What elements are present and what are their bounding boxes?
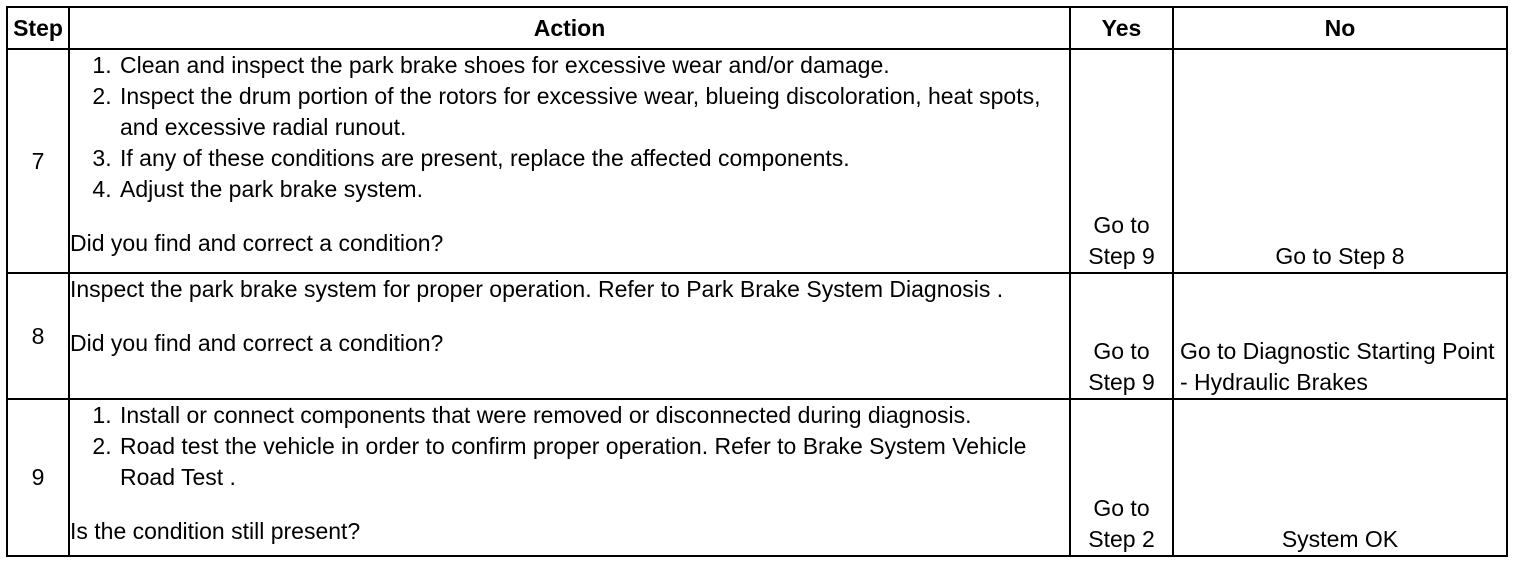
yes-cell: Go to Step 9 <box>1070 273 1173 399</box>
table-row-step-9 <box>7 399 1507 556</box>
no-cell: Go to Diagnostic Starting Point - Hydraulic Brakes <box>1173 273 1507 399</box>
table-row-step-8 <box>7 273 1507 399</box>
header-step: Step <box>7 7 69 49</box>
action-question: Is the condition still present? <box>70 518 361 544</box>
step-number: 9 <box>7 399 69 556</box>
header-no: No <box>1173 7 1507 49</box>
yes-cell: Go to Step 9 <box>1070 49 1173 273</box>
action-question: Did you find and correct a condition? <box>70 330 444 356</box>
action-item: 1. Install or connect components that were removed or disconnected during diagnosis. <box>118 400 1069 431</box>
header-yes: Yes <box>1070 7 1173 49</box>
no-cell: System OK <box>1173 399 1507 556</box>
action-item: 3. If any of these conditions are present, replace the affected components. <box>118 143 1069 174</box>
action-item: 2. Road test the vehicle in order to confirm proper operation. Refer to Brake System Vehicle Road Test . <box>118 431 1069 493</box>
action-text: Inspect the park brake system for proper operation. Refer to Park Brake System Diagnosis . <box>70 276 1004 302</box>
action-question: Did you find and correct a condition? <box>70 230 444 256</box>
action-list <box>70 50 1069 205</box>
diagnostic-table <box>6 6 1508 557</box>
action-cell <box>69 399 1070 556</box>
action-item: 4. Adjust the park brake system. <box>118 174 1069 205</box>
step-number: 8 <box>7 273 69 399</box>
table-row-step-7 <box>7 49 1507 273</box>
action-cell <box>69 49 1070 273</box>
action-list <box>70 400 1069 493</box>
table-header-row <box>7 7 1507 49</box>
action-cell <box>69 273 1070 399</box>
no-cell: Go to Step 8 <box>1173 49 1507 273</box>
yes-cell: Go to Step 2 <box>1070 399 1173 556</box>
header-action: Action <box>69 7 1070 49</box>
step-number: 7 <box>7 49 69 273</box>
action-item: 2. Inspect the drum portion of the rotors for excessive wear, blueing discoloration, heat spots, and excessive radial runout. <box>118 81 1069 143</box>
action-item: 1. Clean and inspect the park brake shoes for excessive wear and/or damage. <box>118 50 1069 81</box>
